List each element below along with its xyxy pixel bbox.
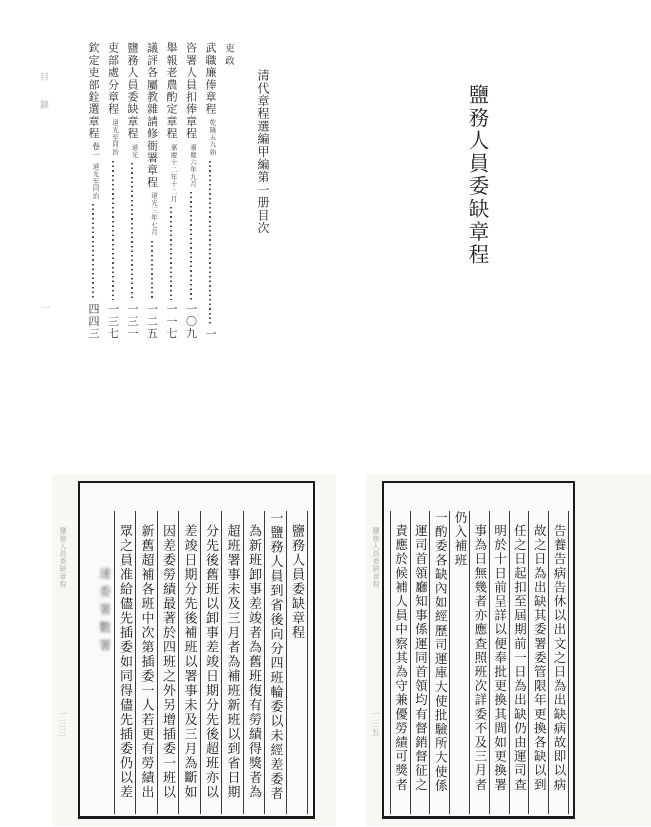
text-column: 一鹽務人員到省後向分四班輪委以未經差委者: [265, 511, 287, 814]
toc-entry-title: 鹽務人員委缺章程: [126, 42, 138, 140]
toc-entry-title: 吏部處分章程: [106, 42, 119, 116]
text-column: 事為日無幾者亦應查照班次詳委不及三月者: [470, 511, 490, 814]
text-column: 因差委勞績最著於四班之外另增插委一班以: [158, 511, 180, 814]
toc-entry: [145, 42, 159, 340]
text-column: 差竣日期分先後補班以署事未及三月為斷如: [179, 511, 201, 814]
text-column: 責應於候補人員中察其為守兼優勞績可獎者: [391, 511, 411, 814]
toc-margin-label: 目錄: [39, 72, 49, 128]
toc-entry: [86, 42, 100, 340]
toc-entry-title: 舉報老農酌定章程: [165, 42, 177, 140]
gutter-smudge-glyphs: 速委署數署: [97, 567, 112, 657]
toc-entry-page-number: 一二五: [145, 303, 158, 340]
toc-entry-subtitle: 卷一: [91, 141, 101, 159]
text-column: 仍入補班: [450, 511, 470, 814]
page-frame: [382, 481, 575, 819]
text-column: 眾之員准給儘先插委如同得儘先插委仍以差: [115, 511, 137, 814]
spine-label: 鹽務人員委缺章程: [59, 527, 67, 588]
scan-page-number: 一三五: [371, 710, 380, 737]
toc-entry-page-number: 四四三: [87, 303, 99, 340]
toc-entry-title: 議評各屬教雜請修衙署章程: [145, 42, 158, 189]
toc-margin-page-number: 一: [40, 303, 50, 312]
toc-entry-title: 咨署人員扣俸章程: [184, 42, 197, 140]
toc-entry-note: 道光三年七月: [150, 192, 157, 237]
toc-dotted-leader: [112, 161, 114, 301]
toc-entry-note: 道光: [130, 143, 138, 159]
toc-entry-page-number: 一三一: [126, 303, 138, 340]
text-block: [80, 483, 313, 816]
toc-entry-note: 道光至同治: [91, 162, 99, 200]
gutter-column: [97, 511, 115, 814]
text-column: 分先後舊班以卸事差竣日期分先後超班亦以: [201, 511, 223, 814]
toc-dotted-leader: [190, 192, 192, 300]
text-column: 超班署事未及三月者為補班新班以到省日期: [222, 511, 244, 814]
chapter-title: 鹽務人員委缺章程: [465, 84, 487, 267]
text-column: 新舊超補各班中次第插委一人若更有勞績出: [136, 511, 158, 814]
text-block: [384, 483, 573, 816]
toc-section-header: 吏政: [223, 43, 233, 68]
toc-entry: [106, 42, 120, 340]
toc-dotted-leader: [92, 204, 94, 300]
toc-entry: [125, 42, 139, 340]
toc-entry-page-number: 一: [204, 327, 216, 340]
toc-volume-title: 清代章程選編甲編第一册目次: [256, 69, 270, 235]
toc-entry-note: 嘉慶六年九月: [189, 143, 196, 188]
text-column: 鹽務人員委缺章程: [287, 511, 309, 814]
toc-entry: [184, 42, 198, 340]
toc-dotted-leader: [170, 207, 172, 300]
toc-entry-list: [86, 42, 217, 340]
text-column: 告養告病告休以出文之日為出缺病故即以病: [549, 511, 569, 814]
toc-entry: [203, 42, 217, 340]
toc-dotted-leader: [131, 163, 133, 300]
toc-entry-title: 武職廉俸章程: [204, 42, 216, 116]
toc-entry-page-number: 一〇九: [184, 303, 197, 340]
gutter-column: [385, 511, 391, 814]
toc-entry-note: 道光至同治: [111, 119, 118, 156]
toc-entry-page-number: 一一七: [165, 303, 177, 340]
text-column: 明於十日前呈詳以便奉批更換其間如更換署: [490, 511, 510, 814]
text-column: 故之日為出缺其委署委管限年更換各缺以到: [529, 511, 549, 814]
text-column: 一酌委各缺內如經歷司運庫大使批驗所大使係: [430, 511, 450, 814]
spine-label: 鹽務人員委缺章程: [372, 527, 380, 588]
toc-dotted-leader: [151, 241, 153, 300]
toc-entry-note: 乾隆五九始: [208, 119, 216, 156]
scan-page-number: 一三三: [58, 710, 67, 737]
toc-entry: [164, 42, 178, 340]
text-column: 為新班卸事差竣者為舊班復有勞績得獎者為: [244, 511, 266, 814]
toc-entry-note: 嘉慶十二年十二月: [169, 143, 177, 203]
text-column: 運司首領廳知事係運同首領均有督銷督征之: [411, 511, 431, 814]
page-frame: [78, 481, 315, 819]
toc-dotted-leader: [209, 161, 211, 325]
text-column: 任之日起扣至屆期前一日為出缺仍由運司查: [510, 511, 530, 814]
toc-entry-title: 欽定吏部銓選章程: [87, 42, 99, 140]
toc-entry-page-number: 一三七: [106, 303, 119, 340]
